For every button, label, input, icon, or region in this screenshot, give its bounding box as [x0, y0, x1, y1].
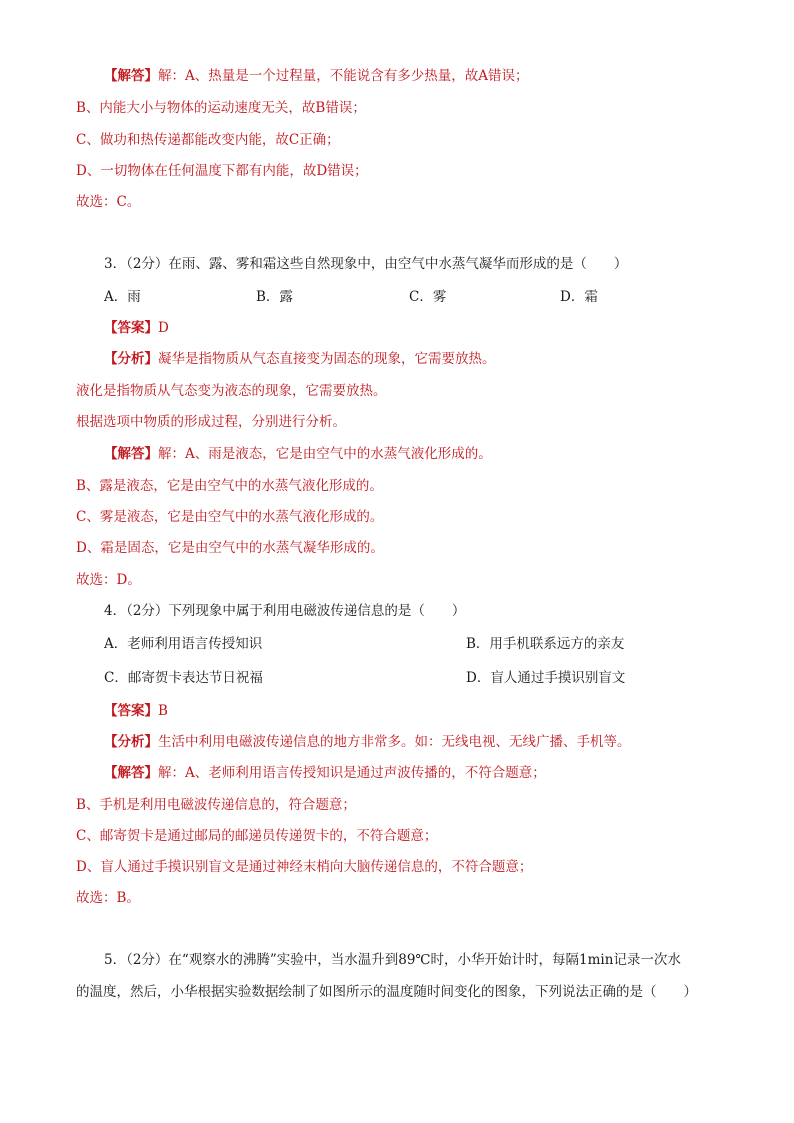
analysis-label: 【分析】: [104, 351, 158, 367]
q4-conclusion: 故选：B。: [76, 890, 140, 906]
q3-analysis-line-2: 根据选项中物质的形成过程，分别进行分析。: [76, 414, 346, 430]
q4-option-a: A．老师利用语言传授知识: [104, 636, 263, 652]
q4-solution: [104, 763, 546, 783]
q4-analysis: [104, 732, 631, 752]
q3-conclusion: 故选：D。: [76, 572, 141, 588]
q3-solution-line-c: C、雾是液态，它是由空气中的水蒸气液化形成的。: [76, 509, 384, 525]
q3-option-d: D．霜: [560, 289, 598, 305]
solution-text: 解：A、雨是液态，它是由空气中的水蒸气液化形成的。: [158, 446, 492, 462]
q2-conclusion: 故选：C。: [76, 194, 141, 210]
q3-analysis-line-1: 液化是指物质从气态变为液态的现象，它需要放热。: [76, 383, 387, 399]
solution-label: 【解答】: [104, 446, 158, 462]
q4-option-b: B．用手机联系远方的亲友: [466, 636, 625, 652]
q3-answer: [104, 318, 169, 338]
q3-option-b: B．露: [256, 289, 293, 305]
q4-solution-line-b: B、手机是利用电磁波传递信息的，符合题意；: [76, 797, 356, 813]
q2-solution-line-d: D、一切物体在任何温度下都有内能，故D错误；: [76, 163, 368, 179]
q3-analysis: [104, 349, 496, 369]
answer-label: 【答案】: [104, 320, 158, 336]
q4-option-c: C．邮寄贺卡表达节日祝福: [104, 670, 263, 686]
q3-solution-line-b: B、露是液态，它是由空气中的水蒸气液化形成的。: [76, 478, 383, 494]
q5-stem-line-2: 的温度，然后，小华根据实验数据绘制了如图所示的温度随时间变化的图象，下列说法正确的是（ ）: [76, 984, 697, 1000]
analysis-label: 【分析】: [104, 734, 158, 750]
answer-label: 【答案】: [104, 703, 158, 719]
q4-answer: [104, 701, 168, 721]
q3-solution: [104, 444, 492, 464]
q4-solution-line-d: D、盲人通过手摸识别盲文是通过神经末梢向大脑传递信息的，不符合题意；: [76, 859, 533, 875]
q3-option-c: C．雾: [409, 289, 447, 305]
q2-solution-line-b: B、内能大小与物体的运动速度无关，故B错误；: [76, 100, 366, 116]
solution-text: 解：A、热量是一个过程量，不能说含有多少热量，故A错误；: [158, 68, 529, 84]
q3-option-a: A．雨: [104, 289, 141, 305]
q2-solution-line-c: C、做功和热传递都能改变内能，故C正确；: [76, 132, 340, 148]
q5-stem-line-1: 5．（2分）在“观察水的沸腾”实验中，当水温升到89℃时，小华开始计时，每隔1min记录一次水: [104, 952, 681, 968]
q3-solution-line-d: D、霜是固态，它是由空气中的水蒸气凝华形成的。: [76, 540, 384, 556]
analysis-text: 凝华是指物质从气态直接变为固态的现象，它需要放热。: [158, 351, 496, 367]
solution-text: 解：A、老师利用语言传授知识是通过声波传播的，不符合题意；: [158, 765, 546, 781]
analysis-text: 生活中利用电磁波传递信息的地方非常多。如：无线电视、无线广播、手机等。: [158, 734, 631, 750]
q3-stem: 3．（2分）在雨、露、雾和霜这些自然现象中，由空气中水蒸气凝华而形成的是（ ）: [104, 256, 628, 272]
answer-value: D: [158, 320, 169, 336]
answer-value: B: [158, 703, 168, 719]
q4-solution-line-c: C、邮寄贺卡是通过邮局的邮递员传递贺卡的，不符合题意；: [76, 828, 438, 844]
q4-stem: 4．（2分）下列现象中属于利用电磁波传递信息的是（ ）: [104, 603, 466, 619]
q2-solution: [104, 66, 529, 86]
solution-label: 【解答】: [104, 68, 158, 84]
solution-label: 【解答】: [104, 765, 158, 781]
q4-option-d: D．盲人通过手摸识别盲文: [466, 670, 626, 686]
